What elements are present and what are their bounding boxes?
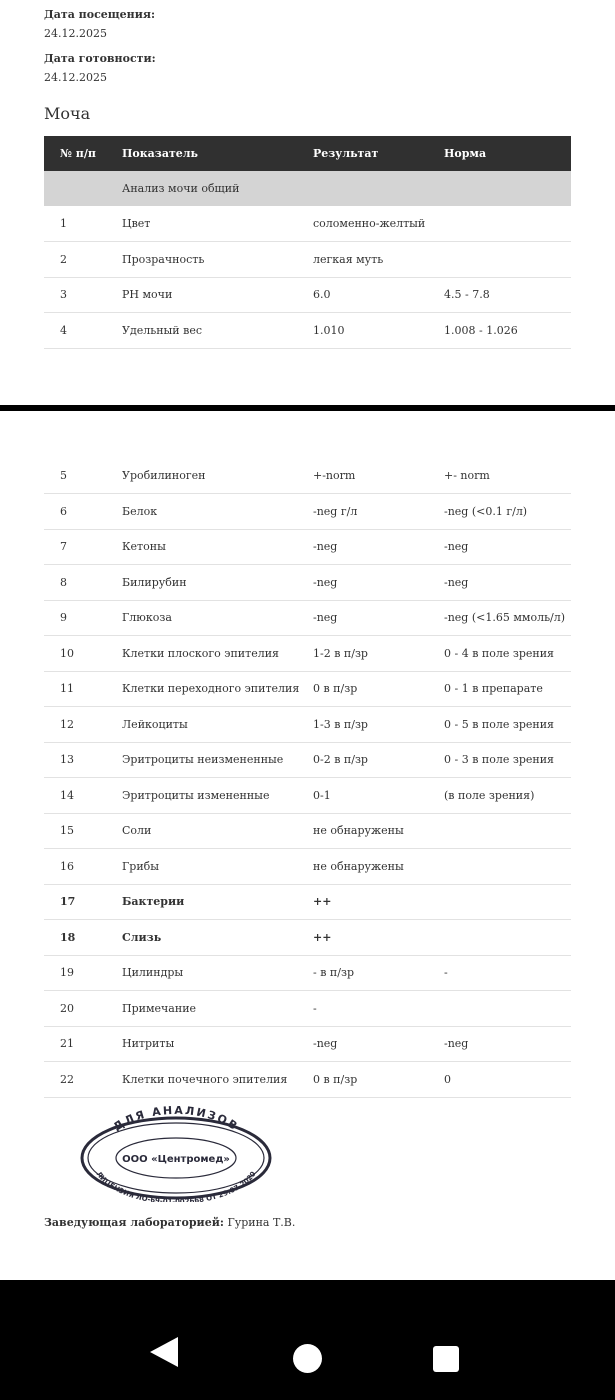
row-indicator: Клетки почечного эпителия xyxy=(122,1072,288,1086)
visit-date-block xyxy=(44,8,155,40)
row-indicator: Кетоны xyxy=(122,540,166,554)
table-row xyxy=(44,1026,571,1062)
ready-date-label: Дата готовности: xyxy=(44,52,156,65)
head-of-lab-label: Заведующая лабораторией: xyxy=(44,1216,224,1229)
row-norm: 0 - 3 в поле зрения xyxy=(444,753,554,767)
row-number: 12 xyxy=(60,717,74,731)
table-header xyxy=(44,136,571,171)
table-row xyxy=(44,813,571,849)
row-norm xyxy=(444,849,571,885)
row-number: 22 xyxy=(60,1072,74,1086)
table-row xyxy=(44,1062,571,1098)
table-row xyxy=(44,849,571,885)
visit-date-label: Дата посещения: xyxy=(44,8,156,21)
row-result: соломенно-желтый xyxy=(313,217,426,230)
row-result: -neg xyxy=(313,611,338,625)
row-indicator: Удельный вес xyxy=(122,323,202,337)
section-title: Моча xyxy=(44,104,91,123)
row-number: 21 xyxy=(60,1037,74,1051)
lab-stamp xyxy=(78,1098,274,1202)
row-indicator: Билирубин xyxy=(122,575,187,589)
row-result: - xyxy=(313,1001,317,1015)
row-norm xyxy=(444,920,571,956)
table-row xyxy=(44,636,571,672)
row-number: 10 xyxy=(60,646,74,660)
row-number: 19 xyxy=(60,966,74,980)
row-number: 2 xyxy=(60,252,67,266)
row-norm: -neg xyxy=(444,540,469,554)
table-row xyxy=(44,565,571,601)
row-norm: 0 - 1 в препарате xyxy=(444,682,543,696)
table-row xyxy=(44,206,571,242)
group-row xyxy=(44,171,571,206)
table-row xyxy=(44,920,571,956)
row-norm xyxy=(444,206,571,242)
stamp-center-text: ООО «Центромед» xyxy=(122,1154,230,1165)
row-norm xyxy=(444,242,571,278)
table-row xyxy=(44,600,571,636)
screenshot-divider xyxy=(0,405,615,411)
table-row xyxy=(44,277,571,313)
row-result: легкая муть xyxy=(313,252,384,266)
row-indicator: Цилиндры xyxy=(122,966,184,980)
row-indicator: Эритроциты неизмененные xyxy=(122,753,284,767)
row-indicator: Грибы xyxy=(122,859,160,873)
stamp-bottom-text: ЛИЦЕНЗИЯ ЛО-69-01-002668 ОТ 29.07.2020 xyxy=(94,1170,258,1202)
row-result: -neg г/л xyxy=(313,504,358,518)
table-row xyxy=(44,707,571,743)
stamp-top-text: ДЛЯ АНАЛИЗОВ xyxy=(111,1103,242,1134)
table-row xyxy=(44,778,571,814)
row-result: 0-1 xyxy=(313,788,331,802)
row-result: не обнаружены xyxy=(313,824,404,838)
row-number: 5 xyxy=(60,469,67,482)
results-table-top xyxy=(44,136,571,349)
row-result: 0-2 в п/зр xyxy=(313,753,368,767)
head-of-lab xyxy=(44,1216,295,1229)
row-norm: 0 - 5 в поле зрения xyxy=(444,717,554,731)
row-number: 8 xyxy=(60,575,67,589)
row-result: 0 в п/зр xyxy=(313,1072,358,1086)
row-norm: (в поле зрения) xyxy=(444,788,535,802)
row-norm: -neg (<1.65 ммоль/л) xyxy=(444,611,566,625)
row-norm: -neg xyxy=(444,575,469,589)
row-number: 18 xyxy=(60,930,76,944)
row-indicator: Эритроциты измененные xyxy=(122,788,270,802)
row-norm: 4.5 - 7.8 xyxy=(444,288,490,302)
row-number: 13 xyxy=(60,753,74,767)
ready-date-block xyxy=(44,52,156,84)
results-table-bottom xyxy=(44,458,571,1098)
home-icon[interactable] xyxy=(293,1344,322,1373)
row-indicator: Белок xyxy=(122,504,158,518)
row-number: 16 xyxy=(60,859,74,873)
row-number: 4 xyxy=(60,323,67,337)
row-number: 15 xyxy=(60,824,74,838)
row-norm: +- norm xyxy=(444,469,490,482)
row-number: 14 xyxy=(60,788,74,802)
recents-icon[interactable] xyxy=(433,1346,459,1372)
ready-date-value: 24.12.2025 xyxy=(44,71,107,84)
row-number: 9 xyxy=(60,611,67,625)
header-result: Результат xyxy=(313,147,379,160)
row-result: 6.0 xyxy=(313,288,331,302)
header-norm: Норма xyxy=(444,147,487,160)
row-norm xyxy=(444,991,571,1027)
visit-date-value: 24.12.2025 xyxy=(44,27,107,40)
row-indicator: Уробилиноген xyxy=(122,469,206,482)
back-icon[interactable] xyxy=(150,1337,178,1367)
row-indicator: Нитриты xyxy=(122,1037,175,1051)
row-result: не обнаружены xyxy=(313,859,404,873)
row-norm: 0 xyxy=(444,1072,451,1086)
row-result: 1-2 в п/зр xyxy=(313,646,368,660)
row-result: -neg xyxy=(313,575,338,589)
row-number: 17 xyxy=(60,895,76,909)
head-of-lab-name: Гурина Т.В. xyxy=(227,1216,296,1229)
row-norm: - xyxy=(444,966,448,980)
table-row xyxy=(44,955,571,991)
table-row xyxy=(44,458,571,494)
row-result: 0 в п/зр xyxy=(313,682,358,696)
row-norm xyxy=(444,813,571,849)
table-row xyxy=(44,884,571,920)
row-norm: -neg (<0.1 г/л) xyxy=(444,504,528,518)
header-indicator: Показатель xyxy=(122,147,198,160)
row-result: ++ xyxy=(313,930,332,944)
row-number: 7 xyxy=(60,540,67,554)
row-indicator: Глюкоза xyxy=(122,611,172,625)
row-indicator: Примечание xyxy=(122,1001,197,1015)
table-row xyxy=(44,529,571,565)
row-number: 6 xyxy=(60,504,67,518)
row-indicator: Бактерии xyxy=(122,895,185,909)
row-indicator: Соли xyxy=(122,824,152,838)
row-number: 11 xyxy=(60,682,74,696)
system-nav-bar xyxy=(0,1280,615,1400)
row-norm xyxy=(444,884,571,920)
row-number: 1 xyxy=(60,217,67,230)
header-num: № п/п xyxy=(60,147,96,160)
row-result: 1.010 xyxy=(313,323,345,337)
table-row xyxy=(44,494,571,530)
table-row xyxy=(44,242,571,278)
row-result: - в п/зр xyxy=(313,966,354,980)
row-indicator: Прозрачность xyxy=(122,252,205,266)
row-indicator: РН мочи xyxy=(122,288,173,302)
table-row xyxy=(44,991,571,1027)
row-indicator: Цвет xyxy=(122,217,151,230)
table-row xyxy=(44,742,571,778)
row-result: -neg xyxy=(313,1037,338,1051)
row-number: 3 xyxy=(60,288,67,302)
row-result: -neg xyxy=(313,540,338,554)
row-indicator: Слизь xyxy=(122,930,162,944)
row-norm: -neg xyxy=(444,1037,469,1051)
row-indicator: Клетки переходного эпителия xyxy=(122,682,300,696)
table-row xyxy=(44,671,571,707)
row-result: +-norm xyxy=(313,469,356,482)
row-result: ++ xyxy=(313,895,332,909)
row-norm: 0 - 4 в поле зрения xyxy=(444,646,554,660)
row-indicator: Клетки плоского эпителия xyxy=(122,646,279,660)
row-indicator: Лейкоциты xyxy=(122,717,188,731)
group-label: Анализ мочи общий xyxy=(122,182,240,195)
row-norm: 1.008 - 1.026 xyxy=(444,323,518,337)
row-number: 20 xyxy=(60,1001,74,1015)
row-result: 1-3 в п/зр xyxy=(313,717,368,731)
table-row xyxy=(44,313,571,349)
